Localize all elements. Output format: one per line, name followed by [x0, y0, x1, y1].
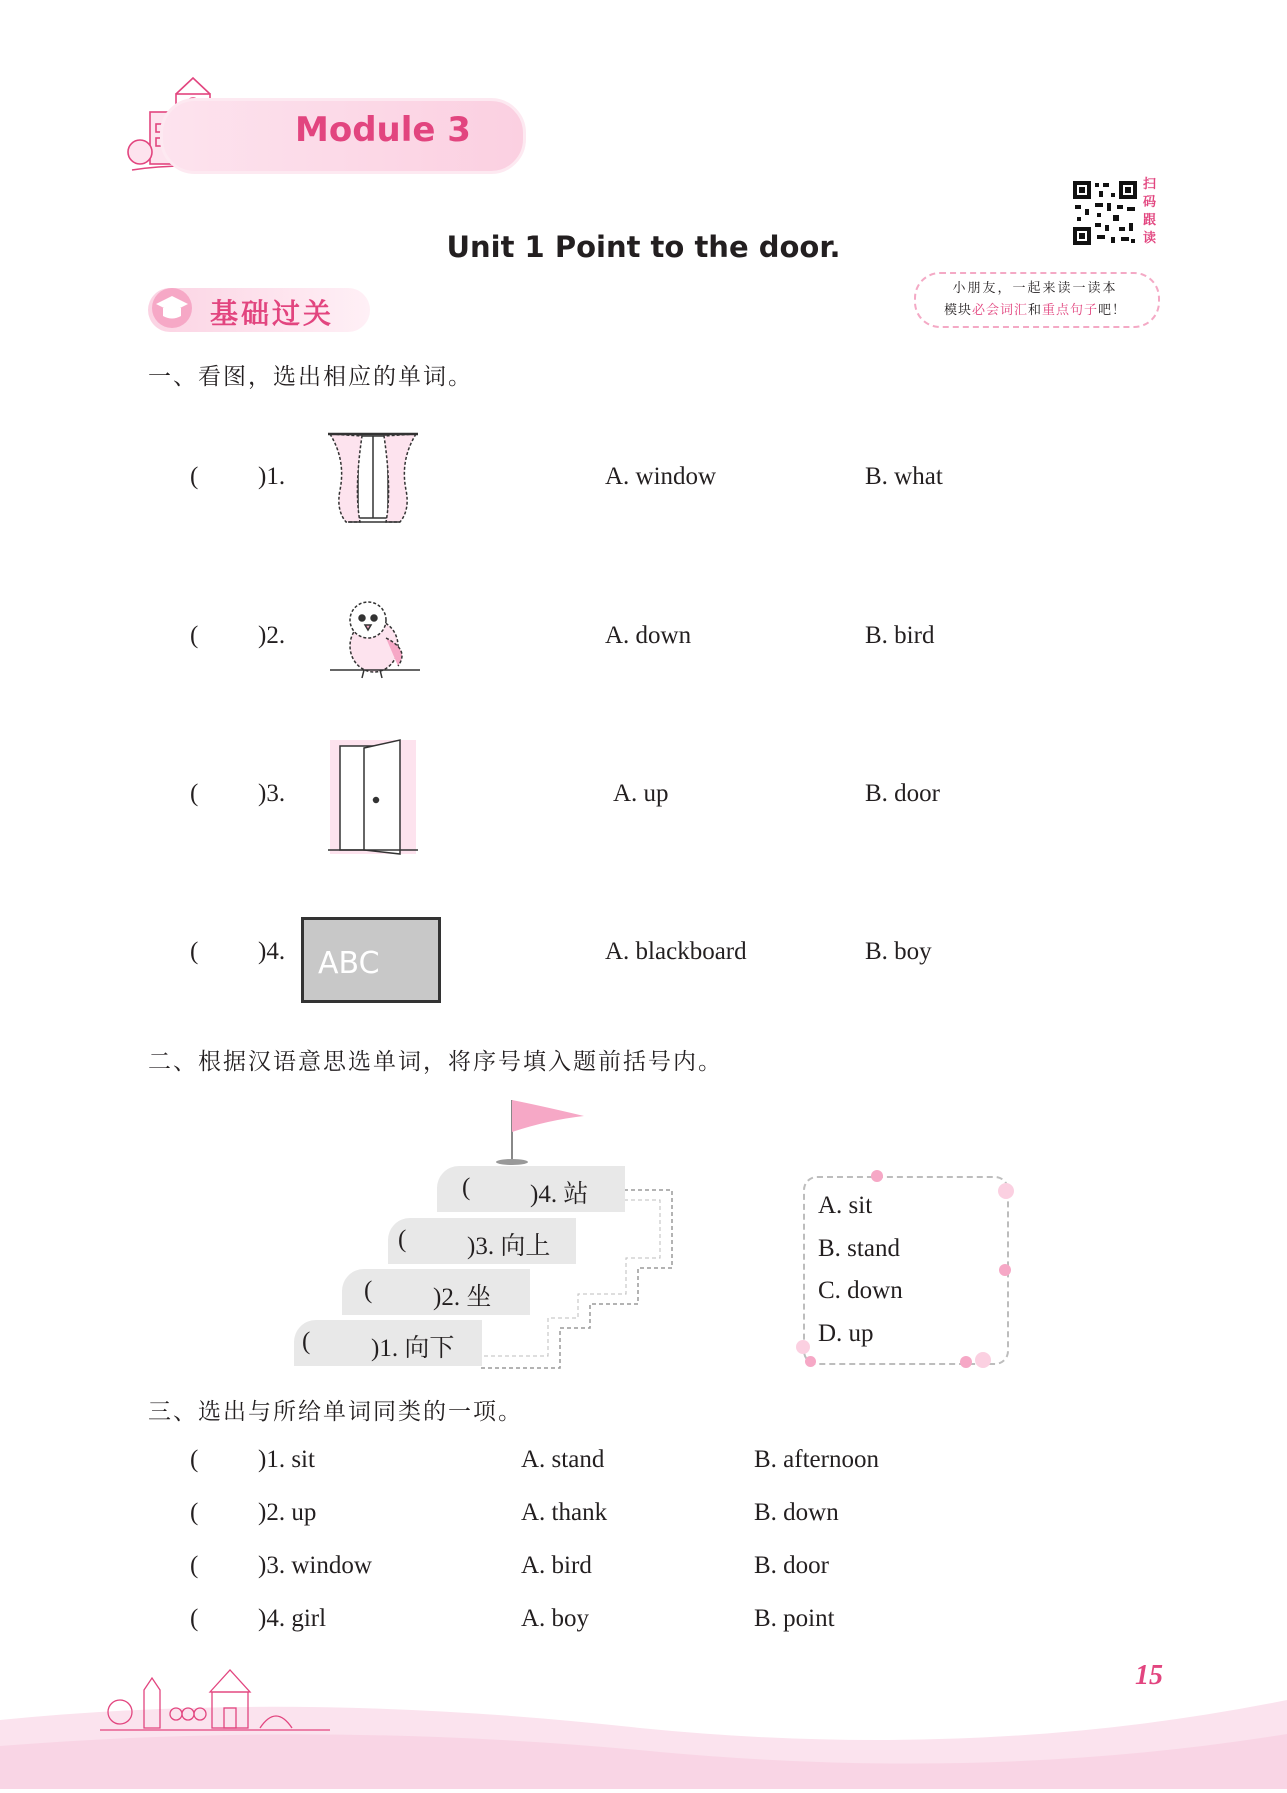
answer-blank[interactable] — [378, 1277, 430, 1307]
option-a[interactable]: A. stand — [521, 1446, 605, 1473]
answer-paren-open: ( — [190, 780, 199, 807]
answer-blank[interactable] — [205, 780, 257, 812]
answer-paren-open: ( — [190, 1605, 199, 1632]
step-question: )2. 坐 — [433, 1284, 492, 1311]
question-word: )1. sit — [258, 1446, 315, 1473]
decoration-dot — [796, 1340, 810, 1354]
question-number: )2. — [258, 622, 286, 649]
part1-instruction: 一、看图，选出相应的单词。 — [148, 364, 473, 390]
door-icon — [326, 736, 420, 858]
option-b[interactable]: B. afternoon — [754, 1446, 879, 1473]
graduation-cap-icon — [150, 286, 194, 330]
answer-paren-open: ( — [190, 622, 199, 649]
answer-paren-open: ( — [190, 1446, 199, 1473]
part3-instruction: 三、选出与所给单词同类的一项。 — [148, 1399, 523, 1425]
question-word: )3. window — [258, 1552, 372, 1579]
tip-highlight: 重点句子 — [1042, 303, 1099, 318]
question-number: )1. — [258, 463, 286, 490]
answer-blank[interactable] — [476, 1174, 528, 1204]
question-word: )4. girl — [258, 1605, 327, 1632]
qr-label-char: 扫 — [1143, 177, 1157, 192]
window-icon — [326, 430, 420, 540]
option-b[interactable]: B. down — [754, 1499, 839, 1526]
option-b[interactable]: B. point — [754, 1605, 835, 1632]
option-b[interactable]: B. boy — [865, 938, 932, 965]
tip-line-2 — [914, 299, 1156, 318]
option-a[interactable]: A. window — [605, 463, 717, 490]
answer-blank[interactable] — [205, 1499, 257, 1531]
answer-paren-open: ( — [190, 1552, 199, 1579]
part2-instruction: 二、根据汉语意思选单词，将序号填入题前括号内。 — [148, 1049, 723, 1075]
answer-paren-open: ( — [190, 938, 199, 965]
answer-blank[interactable] — [316, 1328, 368, 1358]
answer-blank[interactable] — [205, 1446, 257, 1478]
decoration-dot — [871, 1170, 883, 1182]
section-title: 基础过关 — [210, 297, 335, 330]
decoration-dot — [960, 1356, 972, 1368]
option-b[interactable]: B. door — [754, 1552, 829, 1579]
decoration-dot — [999, 1264, 1011, 1276]
answer-blank[interactable] — [205, 622, 257, 654]
qr-label-char: 读 — [1143, 231, 1157, 246]
option-a[interactable]: A. down — [605, 622, 692, 649]
option-a[interactable]: A. blackboard — [605, 938, 747, 965]
town-illustration — [100, 1652, 330, 1738]
answer-paren-open: ( — [302, 1328, 311, 1355]
qr-label-char: 跟 — [1143, 213, 1157, 228]
tip-text: 模块 — [943, 303, 972, 318]
decoration-dot — [998, 1183, 1014, 1199]
option-a[interactable]: A. bird — [521, 1552, 592, 1579]
answer-blank[interactable] — [205, 463, 257, 495]
question-number: )3. — [258, 780, 286, 807]
tip-text: 吧！ — [1098, 303, 1127, 318]
flag-icon — [492, 1096, 588, 1168]
blackboard-icon — [301, 917, 441, 1003]
unit-title: Unit 1 Point to the door. — [446, 230, 841, 264]
qr-label-char: 码 — [1143, 195, 1157, 210]
tip-line-1: 小朋友，一起来读一读本 — [952, 281, 1118, 296]
answer-paren-open: ( — [364, 1277, 373, 1304]
question-number: )4. — [258, 938, 286, 965]
option-a[interactable]: A. boy — [521, 1605, 590, 1632]
question-word: )2. up — [258, 1499, 317, 1526]
module-title: Module 3 — [295, 110, 471, 150]
option-a[interactable]: A. up — [613, 780, 669, 807]
step-question: )4. 站 — [530, 1181, 589, 1208]
answer-blank[interactable] — [205, 1552, 257, 1584]
word-option: C. down — [818, 1277, 903, 1304]
decoration-dot — [805, 1356, 816, 1367]
word-option: B. stand — [818, 1235, 900, 1262]
answer-blank[interactable] — [205, 1605, 257, 1637]
option-b[interactable]: B. door — [865, 780, 940, 807]
page-number: 15 — [1135, 1660, 1163, 1691]
option-b[interactable]: B. bird — [865, 622, 935, 649]
word-option: A. sit — [818, 1192, 873, 1219]
answer-paren-open: ( — [190, 1499, 199, 1526]
decoration-dot — [975, 1352, 991, 1368]
step-question: )3. 向上 — [467, 1233, 551, 1260]
answer-paren-open: ( — [190, 463, 199, 490]
blackboard-text: ABC — [318, 946, 380, 981]
bird-icon — [328, 594, 422, 686]
option-a[interactable]: A. thank — [521, 1499, 608, 1526]
answer-blank[interactable] — [205, 938, 257, 970]
option-b[interactable]: B. what — [865, 463, 943, 490]
answer-paren-open: ( — [462, 1174, 471, 1201]
tip-highlight: 必会词汇 — [971, 303, 1028, 318]
word-option: D. up — [818, 1320, 874, 1347]
answer-paren-open: ( — [398, 1226, 407, 1253]
tip-text: 和 — [1027, 303, 1042, 318]
answer-blank[interactable] — [412, 1226, 464, 1256]
step-question: )1. 向下 — [371, 1335, 455, 1362]
